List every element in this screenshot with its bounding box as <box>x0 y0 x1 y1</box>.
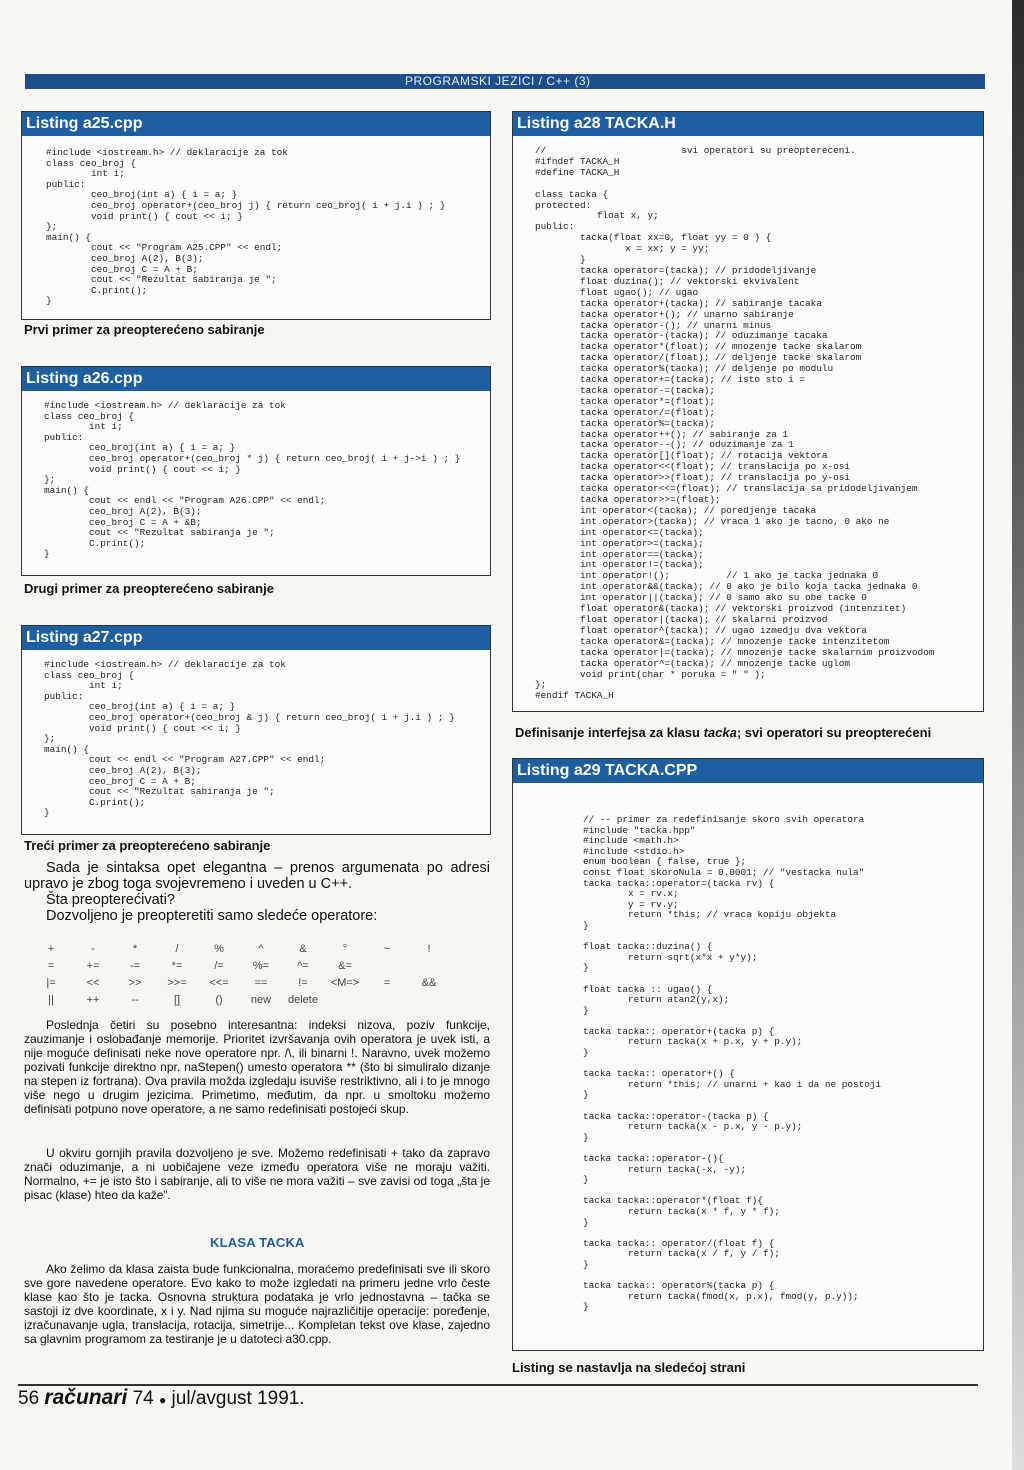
operator-cell: && <box>421 976 437 989</box>
listing-a25-caption: Prvi primer za preopterećeno sabiranje <box>24 322 265 337</box>
listing-a28-code: // svi operatori su preoptereceni. #ifndef TACKA_H #define TACKA_H class tacka { protected: float x, y; public: tacka(float xx=0, float yy = 0 ) { x = xx; y = yy; } tacka operator=(tacka); // pridodeljivanje float duzina(); // vektorski ekvivalent float ugao(); // ugao tacka operator+(tacka); // sabiranje tacaka tacka operator+(); // unarno sabiranje tacka operator-(); // unarni minus tacka operator-(tacka); // oduzimanje tacaka tacka operator*(float); // mnozenje tacke skalarom tacka operator/(float); // deljenje tacke skalarom tacka operator%(tacka); // deljenje po modulu tacka operator+=(tacka); // isto sto i = tacka operator-=(tacka); tacka operator*=(float); tacka operator/=(float); tacka operator%=(tacka); tacka operator++(); // sabiranje za 1 tacka operator--(); // oduzimanje za 1 tacka operator[](float); // rotacija vektora tacka operator<<(float); // translacija po x-osi tacka operator>>(float); // translacija po y-osi tacka operator<<=(float); // translacija sa pridodeljivanjem tacka operator>>=(float); int operator<(tacka); // poredjenje tacaka int operator>(tacka); // vraca 1 ako je tacno, 0 ako ne int operator<=(tacka); int operator>=(tacka); int operator==(tacka); int operator!=(tacka); int operator!(); // 1 ako je tacka jednaka 0 int operator&&(tacka); // 0 ako je bilo koja tacka jednaka 0 int operator||(tacka); // 0 samo ako su obe tacke 0 float operator&(tacka); // vektorski proizvod (intenzitet) float operator|(tacka); // skalarni proizvod float operator^(tacka); // ugao izmedju dva vektora tacka operator&=(tacka); // mnozenje tacke intenzitetom tacka operator|=(tacka); // mnozenje tacke skalarnim proizvodom tacka operator^=(tacka); // mnozenje tacke uglom void print(char * poruka = " " ); }; #endif TACKA_H <box>535 145 935 702</box>
operator-cell: ^ <box>258 942 264 955</box>
operator-cell: ! <box>427 942 431 955</box>
operator-cell: %= <box>252 959 270 972</box>
operator-row <box>30 974 450 991</box>
intro-text-1: Sada je sintaksa opet elegantna – prenos argumenata po adresi upravo je zbog toga svojevremeno i uveden u C++. <box>24 860 490 892</box>
operator-cell: != <box>298 976 308 989</box>
operator-cell: |= <box>46 976 56 989</box>
listing-a28 <box>512 111 984 712</box>
operator-cell: >>= <box>167 976 187 989</box>
magazine-brand: računari <box>44 1386 128 1409</box>
listing-a29-code: // -- primer za redefinisanje skoro svih operatora #include "tacka.hpp" #include <math.h> #include <stdio.h> enum boolean { false, true }; const float skoroNula = 0.0001; // "vestacka nula" tacka tacka::operator=(tacka rv) { x = rv.x; y = rv.y; return *this; // vraca kopiju objekta } float tacka::duzina() { return sqrt(x*x + y*y); } float tacka :: ugao() { return atan2(y,x); } tacka tacka:: operator+(tacka p) { return tacka(x + p.x, y + p.y); } tacka tacka:: operator+() { return *this; // unarni + kao i da ne postoji } tacka tacka::operator-(tacka p) { return tacka(x - p.x, y - p.y); } tacka tacka::operator-(){ return tacka(-x, -y); } tacka tacka::operator*(float f){ return tacka(x * f, y * f); } tacka tacka:: operator/(float f) { return tacka(x / f, y / f); } tacka tacka:: operator%(tacka p) { return tacka(fmod(x, p.x), fmod(y, p.y)); } <box>583 814 882 1313</box>
operator-cell <box>366 991 408 1008</box>
operator-cell: /= <box>214 959 224 972</box>
operator-row <box>30 940 450 957</box>
listing-a28-title: Listing a28 TACKA.H <box>513 112 983 136</box>
listing-a27 <box>21 625 491 835</box>
paragraph-operators: Poslednja četiri su posebno interesantna: indeksi nizova, poziv funkcije, zauzimanje i oslobađanje memorije. Prioritet izvršavanja ovih operatora je uvek isti, a nije moguće definisati neke nove operatore npr. /\, ili binarni !. Naravno, uvek možemo pozivati funkcije direktno npr. naStepen() umesto operatora ** (što bi simuliralo dizanje na stepen iz fortrana). Ova pravila možda izgledaju isuviše restriktivno, ali i to je mnogo više nego u drugim jezicima. Primetimo, međutim, da npr. u smoltoku možemo definisati potpuno nove operatore, a ne samo redefinisati postojeći skup. <box>24 1018 490 1116</box>
operator-cell: & <box>299 942 307 955</box>
operator-cell: << <box>86 976 100 989</box>
footer-bullet: ● <box>159 1393 167 1407</box>
listing-a28-caption <box>515 725 931 740</box>
operator-cell <box>366 957 408 974</box>
paragraph-rules: U okviru gornjih pravila dozvoljeno je sve. Možemo redefinisati + tako da zapravo znači oduzimanje, a ni uobičajene veze između operatora više ne moraju važiti. Normalno, += je isto što i sabiranje, ali to više ne mora važiti – sve zavisi od toga „šta je pisac (klase) hteo da kaže”. <box>24 1146 490 1202</box>
operator-table <box>30 940 450 1008</box>
listing-a29-title: Listing a29 TACKA.CPP <box>513 759 983 783</box>
operator-cell: * <box>132 942 138 955</box>
listing-a29-caption: Listing se nastavlja na sledećoj strani <box>512 1360 746 1375</box>
operator-row <box>30 991 450 1008</box>
operator-cell: ++ <box>86 993 100 1006</box>
operator-cell <box>408 991 450 1008</box>
body-paragraph-1 <box>24 1018 490 1116</box>
operator-cell: + <box>47 942 55 955</box>
page-number: 56 <box>18 1388 40 1409</box>
listing-a26 <box>21 366 491 576</box>
issue-number: 74 <box>132 1388 154 1409</box>
listing-a26-code: #include <iostream.h> // deklaracije za tok class ceo_broj { int i; public: ceo_broj(int a) { i = a; } ceo_broj operator+(ceo_broj * j) { return ceo_broj( i + j->i ) ; } void print() { cout << i; } }; main() { cout << endl << "Program A26.CPP" << endl; ceo_broj A(2), B(3); ceo_broj C = A + &B; cout << "Rezultat sabiranja je "; C.print(); } <box>44 400 461 560</box>
operator-cell: = <box>47 959 55 972</box>
page-footer <box>18 1386 305 1412</box>
section-title: PROGRAMSKI JEZICI / C++ (3) <box>405 74 591 88</box>
section-header-band <box>25 74 985 89</box>
listing-a29 <box>512 758 984 1351</box>
operator-cell: [] <box>173 993 181 1006</box>
operator-row <box>30 957 450 974</box>
operator-cell: ^= <box>297 959 309 972</box>
operator-cell: <M=> <box>330 976 360 989</box>
operator-cell <box>408 957 450 974</box>
operator-cell: *= <box>171 959 183 972</box>
operator-cell: == <box>254 976 268 989</box>
operator-cell: ~ <box>383 942 391 955</box>
listing-a27-caption: Treći primer za preopterećeno sabiranje <box>24 838 271 853</box>
listing-a25-code: #include <iostream.h> // deklaracije za tok class ceo_broj { int i; public: ceo_broj(int a) { i = a; } ceo_broj operator+(ceo_broj j) { return ceo_broj( i + j.i ) ; } void print() { cout << i; } }; main() { cout << "Program A25.CPP" << endl; ceo_broj A(2), B(3); ceo_broj C = A + B; cout << "Rezultat sabiranja je "; C.print(); } <box>46 147 446 307</box>
listing-a26-caption: Drugi primer za preopterećeno sabiranje <box>24 581 274 596</box>
listing-a25 <box>21 111 491 320</box>
operator-cell: - <box>91 942 95 955</box>
operator-cell: >> <box>128 976 142 989</box>
listing-a25-title: Listing a25.cpp <box>22 112 490 136</box>
intro-paragraph <box>24 860 490 924</box>
operator-cell: <<= <box>209 976 229 989</box>
listing-a28-caption-tail: ; svi operatori su preopterećeni <box>736 725 932 740</box>
operator-cell: || <box>48 993 54 1006</box>
operator-cell: -- <box>131 993 139 1006</box>
issue-date: jul/avgust 1991. <box>171 1388 305 1409</box>
listing-a28-caption-italic: tacka <box>703 725 737 740</box>
page-edge-shadow <box>1012 0 1024 1470</box>
intro-text-3: Dozvoljeno je preopteretiti samo sledeće operatore: <box>46 908 378 924</box>
listing-a28-caption-text: Definisanje interfejsa za klasu <box>515 725 700 740</box>
operator-cell: new <box>250 993 272 1006</box>
body-paragraph-2 <box>24 1146 490 1202</box>
body-paragraph-3 <box>24 1262 490 1346</box>
operator-cell: += <box>86 959 100 972</box>
paragraph-klasa: Ako želimo da klasa zaista bude funkcionalna, moraćemo predefinisati sve ili skoro sve gore navedene operatore. Evo kako to može izgledati na primeru jedne vrlo česte klase kao što je tacka. Osnovna struktura podataka je vrlo jednostavna – tačka se sastoji iz dve koordinate, x i y. Nad njima su moguće najrazličitije operacije: poređenje, izračunavanje ugla, translacija, rotacija, simetrije... Kompletan tekst ove klase, zajedno sa glavnim programom za testiranje je u datoteci a30.cpp. <box>24 1262 490 1346</box>
operator-cell: % <box>214 942 224 955</box>
operator-cell: &= <box>338 959 352 972</box>
operator-cell: = <box>383 976 391 989</box>
operator-cell: () <box>215 993 223 1006</box>
operator-cell: -= <box>129 959 141 972</box>
operator-cell: ° <box>342 942 348 955</box>
listing-a26-title: Listing a26.cpp <box>22 367 490 391</box>
operator-cell: delete <box>288 993 318 1006</box>
operator-cell <box>324 991 366 1008</box>
intro-text-2: Šta preopterećivati? <box>46 892 175 908</box>
operator-cell: / <box>175 942 179 955</box>
listing-a27-title: Listing a27.cpp <box>22 626 490 650</box>
listing-a27-code: #include <iostream.h> // deklaracije za tok class ceo_broj { int i; public: ceo_broj(int a) { i = a; } ceo_broj operator+(ceo_broj & j) { return ceo_broj( i + j.i ) ; } void print() { cout << i; } }; main() { cout << endl << "Program A27.CPP" << endl; ceo_broj A(2), B(3); ceo_broj C = A + B; cout << "Rezultat sabiranja je "; C.print(); } <box>44 659 455 819</box>
klasa-tacka-heading: KLASA TACKA <box>210 1235 305 1250</box>
